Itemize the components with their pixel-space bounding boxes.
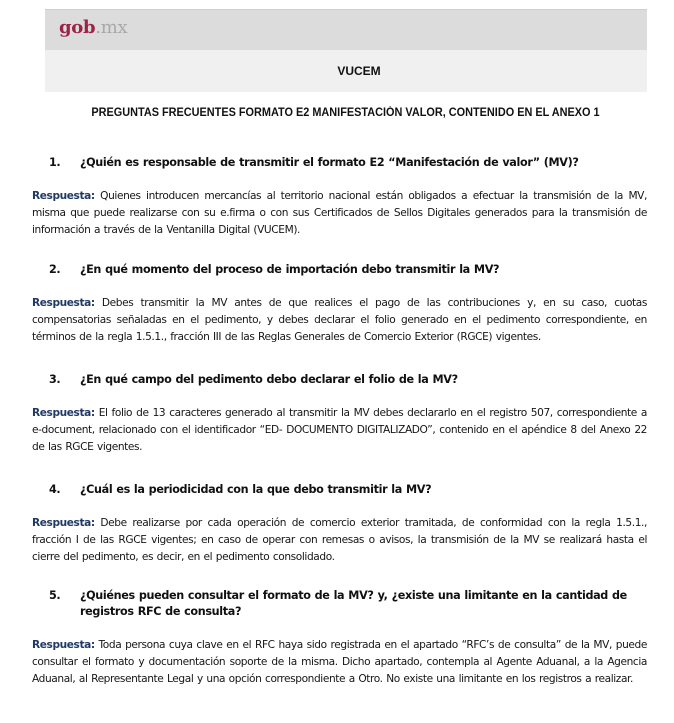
answer-text: Toda persona cuya clave en el RFC haya sido registrada en el apartado “RFC’s de consulta” de la MV, puede consultar el formato y documentación soporte de la misma. Dicho apartado, contempla al Agente Aduanal, a la Agencia Aduanal, al Representante Legal y una opción correspondiente a Otro. No existe una limitante en los registros a realizar. xyxy=(32,639,647,685)
question-number: 2. xyxy=(49,263,61,276)
answer-label: Respuesta: xyxy=(32,639,95,651)
answer-text: Debes transmitir la MV antes de que realices el pago de las contribuciones y, en su caso, cuotas compensatorias señaladas en el pedimento, y debes declarar el folio generado en el pedimento correspondiente, en términos de la regla 1.5.1., fracción III de las Reglas Generales de Comercio Exterior (RGCE) vigentes. xyxy=(32,297,647,343)
faq-item-5 xyxy=(32,588,647,688)
page-header xyxy=(45,9,647,92)
answer-text: El folio de 13 caracteres generado al transmitir la MV debes declararlo en el registro 507, correspondiente a e-document, relacionado con el identificador “ED- DOCUMENTO DIGITALIZADO”, contenido en el apéndice 8 del Anexo 22 de las RGCE vigentes. xyxy=(32,407,647,453)
faq-question xyxy=(32,372,647,388)
answer-label: Respuesta: xyxy=(32,190,95,202)
faq-answer xyxy=(32,515,647,566)
answer-label: Respuesta: xyxy=(32,407,95,419)
logo-primary: gob xyxy=(59,17,96,38)
faq-question xyxy=(32,262,647,278)
question-number: 3. xyxy=(49,373,61,386)
faq-question xyxy=(32,155,647,171)
faq-item-1 xyxy=(32,155,647,239)
gob-mx-logo[interactable] xyxy=(59,17,127,39)
faq-question xyxy=(32,482,647,498)
question-text: ¿Quién es responsable de transmitir el formato E2 “Manifestación de valor” (MV)? xyxy=(80,156,579,169)
header-top-band xyxy=(45,9,647,50)
answer-label: Respuesta: xyxy=(32,517,95,529)
answer-text: Quienes introducen mercancías al territorio nacional están obligados a efectuar la transmisión de la MV, misma que puede realizarse con su e.firma o con sus Certificados de Sellos Digitales generados para la transmisión de información a través de la Ventanilla Digital (VUCEM). xyxy=(32,190,647,236)
logo-secondary: .mx xyxy=(95,17,128,38)
question-text: ¿Quiénes pueden consultar el formato de la MV? y, ¿existe una limitante en la cantidad de registros RFC de consulta? xyxy=(80,589,627,618)
question-number: 4. xyxy=(49,483,61,496)
answer-text: Debe realizarse por cada operación de comercio exterior tramitada, de conformidad con la regla 1.5.1., fracción I de las RGCE vigentes; en caso de operar con remesas o avisos, la transmisión de la MV se realizará hasta el cierre del pedimento, es decir, en el pedimento consolidado. xyxy=(32,517,647,563)
section-title: VUCEM xyxy=(337,64,381,78)
faq-answer xyxy=(32,637,647,688)
question-text: ¿En qué momento del proceso de importación debo transmitir la MV? xyxy=(80,263,500,276)
question-number: 5. xyxy=(49,589,61,602)
header-section-band xyxy=(45,50,647,92)
faq-answer xyxy=(32,295,647,346)
question-number: 1. xyxy=(49,156,61,169)
question-text: ¿Cuál es la periodicidad con la que debo transmitir la MV? xyxy=(80,483,432,496)
document-title: PREGUNTAS FRECUENTES FORMATO E2 MANIFESTACIÓN VALOR, CONTENIDO EN EL ANEXO 1 xyxy=(91,106,600,119)
question-text: ¿En qué campo del pedimento debo declarar el folio de la MV? xyxy=(80,373,458,386)
faq-item-3 xyxy=(32,372,647,456)
answer-label: Respuesta: xyxy=(32,297,95,309)
faq-answer xyxy=(32,188,647,239)
faq-item-2 xyxy=(32,262,647,346)
faq-answer xyxy=(32,405,647,456)
faq-question xyxy=(32,588,647,620)
faq-item-4 xyxy=(32,482,647,566)
